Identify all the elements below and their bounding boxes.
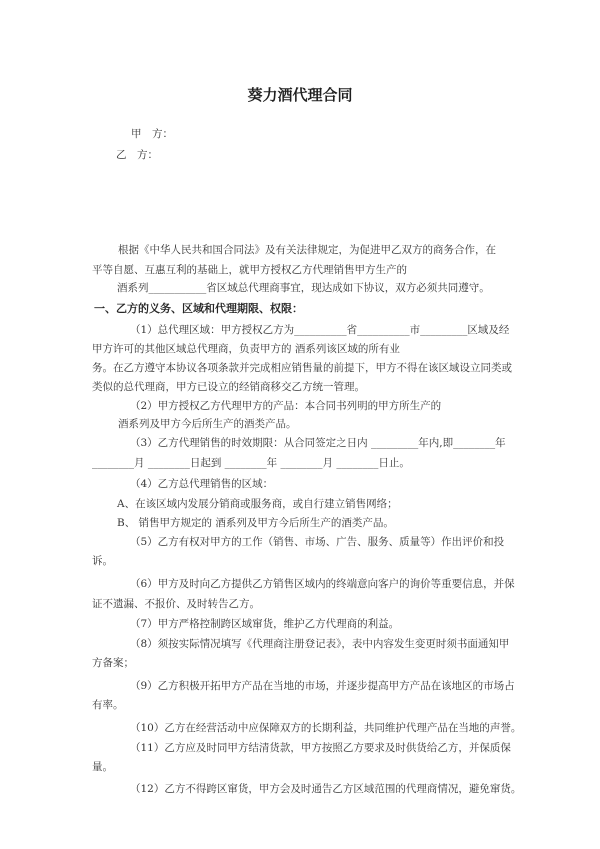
clause-line: （12）乙方不得跨区窜货，甲方会及时通告乙方区域范围的代理商情况，避免窜货。 <box>130 783 522 795</box>
clause-line: ________月 ________日起到 ________年 ________月 ________日止。 <box>92 457 410 469</box>
clause-line: 方备案； <box>92 657 134 669</box>
clause-line: （8）须按实际情况填写《代理商注册登记表》，表中内容发生变更时须书面通知甲 <box>130 638 510 650</box>
clause-line: 类似的总代理商，甲方已设立的经销商移交乙方统一管理。 <box>92 381 365 393</box>
clause-line: （2）甲方授权乙方代理甲方的产品：本合同书列明的甲方所生产的 <box>130 400 442 412</box>
document-title: 葵力酒代理合同 <box>247 86 353 104</box>
clause-line: （11）乙方应及时同甲方结清货款，甲方按照乙方要求及时供货给乙方，并保质保 <box>130 742 511 754</box>
clause-line: 甲方许可的其他区域总代理商，负责甲方的 酒系列该区域的所有业 <box>92 343 400 355</box>
clause-line: （6）甲方及时向乙方提供乙方销售区域内的终端意向客户的询价等重要信息，并保 <box>130 578 515 590</box>
clause-line: （9）乙方积极开拓甲方产品在当地的市场，并逐步提高甲方产品在该地区的市场占 <box>130 680 515 692</box>
preamble-line: 平等自愿、互惠互利的基础上，就甲方授权乙方代理销售甲方生产的 <box>92 264 407 276</box>
clause-line: （5）乙方有权对甲方的工作（销售、市场、广告、服务、质量等）作出评价和投 <box>130 536 505 548</box>
clause-line: （10）乙方在经营活动中应保障双方的长期利益，共同维护代理产品在当地的声誉。 <box>130 722 522 734</box>
clause-line: 酒系列及甲方今后所生产的酒类产品。 <box>118 418 297 430</box>
clause-line: （4）乙方总代理销售的区域： <box>130 478 274 490</box>
party-b-label: 乙 方： <box>116 149 158 161</box>
clause-line: （1）总代理区域：甲方授权乙方为__________省__________市_________区域及经 <box>130 324 510 336</box>
clause-line: （7）甲方严格控制跨区域窜货，维护乙方代理商的利益。 <box>130 618 400 630</box>
clause-line: 务。在乙方遵守本协议各项条款并完成相应销售量的前提下，甲方不得在该区域设立同类或 <box>92 362 512 374</box>
clause-line: 有率。 <box>92 699 124 711</box>
clause-line: 诉。 <box>92 555 113 567</box>
clause-line: 证不遗漏、不报价、及时转告乙方。 <box>92 598 260 610</box>
section-heading: 一、乙方的义务、区域和代理期限、权限： <box>94 302 303 315</box>
clause-line: 量。 <box>92 761 113 773</box>
preamble-line: 酒系列___________省区域总代理商事宜，现达成如下协议，双方必须共同遵守。 <box>117 282 490 294</box>
preamble-line: 根据《中华人民共和国合同法》及有关法律规定，为促进甲乙双方的商务合作，在 <box>118 244 496 256</box>
clause-line: B、 销售甲方规定的 酒系列及甲方今后所生产的酒类产品。 <box>117 517 394 529</box>
clause-line: A、在该区域内发展分销商或服务商，或自行建立销售网络； <box>117 498 398 510</box>
party-a-label: 甲 方： <box>131 128 173 140</box>
clause-line: （3）乙方代理销售的时效期限：从合同签定之日内 _________年内,即________年 <box>130 437 506 449</box>
